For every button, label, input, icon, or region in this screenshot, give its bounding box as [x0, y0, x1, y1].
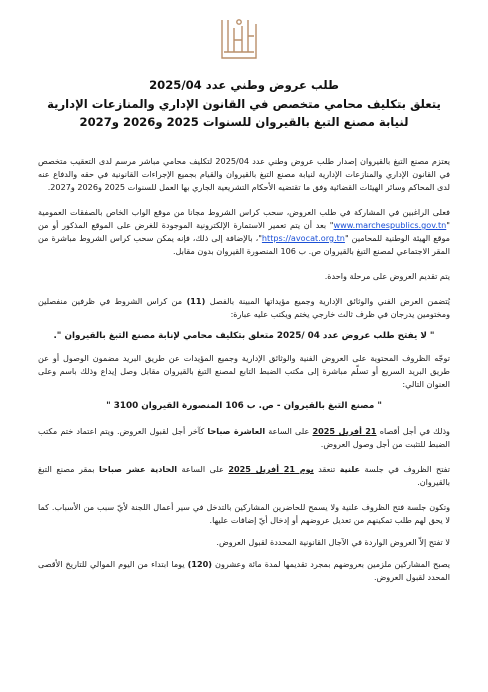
paragraph-download: فعلى الراغبين في المشاركة في طلب العروض، سحب كراس الشروط مجانا من موقع الواب الخاص بالصفقات العمومية "www.marchespublics.gov.tn" بعد أن يتم تعمير الاستمارة الإلكترونية الموجودة للغرض على الموقع المذكور أو من موقع الهيئة الوطنية للمحامين "https://avocat.org.tn"، بالإضافة إلى ذلك، فإنه يمكن سحب كراس الشروط مباشرة من المقر الاجتماعي لمصنع التبغ بالقيروان ص. ب 106 المنصورة القيروان بدون مقابل. [38, 207, 450, 256]
paragraph-validity: يصبح المشاركين ملزمين بعروضهم بمجرد تقديمها لمدة مائة وعشرون (120) يوما ابتداء من اليوم الموالي للتاريخ الأقصى المحدد لقبول العروض. [38, 559, 450, 582]
link-marchespublics[interactable]: www.marchespublics.gov.tn [333, 220, 447, 230]
paragraph-single-stage: يتم تقديم العروض على مرحلة واحدة. [324, 271, 450, 281]
paragraph-intro: يعتزم مصنع التبغ بالقيروان إصدار طلب عروض وطني عدد 2025/04 لتكليف محامي مباشر مرسم لدى التعقيب متخصص في القانون الإداري والمنازعات الإدارية لنيابة مصنع التبغ بالقيروان والقيام بجميع الإجراءات القانونية في حقه والدفاع عنه لدى المحاكم وسائر الهيئات القضائية وفق ما تقتضيه الأحكام التشريعية الجاري بها العمل للسنوات 2025 و2026 و2027. [38, 156, 450, 192]
paragraph-public-session: وتكون جلسة فتح الظروف علنية ولا يسمح للحاضرين المشاركين بالتدخل في سير أعمال اللجنة لأيّ سبب من الأسباب. كما لا يحق لهم طلب تمكينهم من تعديل عروضهم أو إدخال أيّ إضافات عليها. [38, 502, 450, 525]
administration-seal-logo [218, 14, 260, 62]
paragraph-submission: توجّه الظروف المحتوية على العروض الفنية والوثائق الإدارية وجميع المؤيدات عن طريق البريد مضمون الوصول أو عن طريق البريد السريع أو تسلّم مباشرة إلى مكتب الضبط التابع لمصنع التبغ بالقيروان مقابل وصل إيداع وذلك باسم وعلى العنوان التالي: [38, 353, 450, 389]
title-tender-number: طلب عروض وطني عدد 2025/04 [149, 78, 339, 92]
paragraph-opening: تفتح الظروف في جلسة علنية تنعقد يوم 21 أفريل 2025 على الساعة الحادية عشر صباحا بمقر مصنع التبغ بالقيروان. [38, 464, 450, 487]
document-titles [36, 76, 452, 132]
paragraph-deadline: وذلك في أجل أقصاه 21 أفريل 2025 على الساعة العاشرة صباحا كآخر أجل لقبول العروض. ويتم اعتماد ختم مكتب الضبط للتثبت من أجل وصول العروض. [38, 426, 450, 449]
title-years: لنيابة مصنع التبغ بالقيروان للسنوات 2025 و2026 و2027 [79, 115, 409, 129]
paragraph-envelopes: يُتضمن العرض الفني والوثائق الإدارية وجميع مؤيداتها المبينة بالفصل (11) من كراس الشروط في ظرفين منفصلين ومختومين يدرجان في ظرف ثالث خارجي يختم ويكتب عليه عبارة: [38, 296, 450, 319]
link-avocat[interactable]: https://avocat.org.tn [261, 233, 345, 243]
announcement-body [38, 155, 450, 584]
submission-address: " مصنع التبغ بالقيروان - ص. ب 106 المنصورة القيروان 3100 " [106, 401, 382, 411]
title-subject: يتعلق بتكليف محامي متخصص في القانون الإداري والمنازعات الإدارية [47, 96, 441, 111]
paragraph-deadline-only: لا تفتح إلاّ العروض الواردة في الآجال القانونية المحددة لقبول العروض. [216, 537, 450, 547]
envelope-inscription: " لا يفتح طلب عروض عدد 04 /2025 متعلق بتكليف محامي لإنابة مصنع التبغ بالقيروان ". [53, 331, 435, 341]
